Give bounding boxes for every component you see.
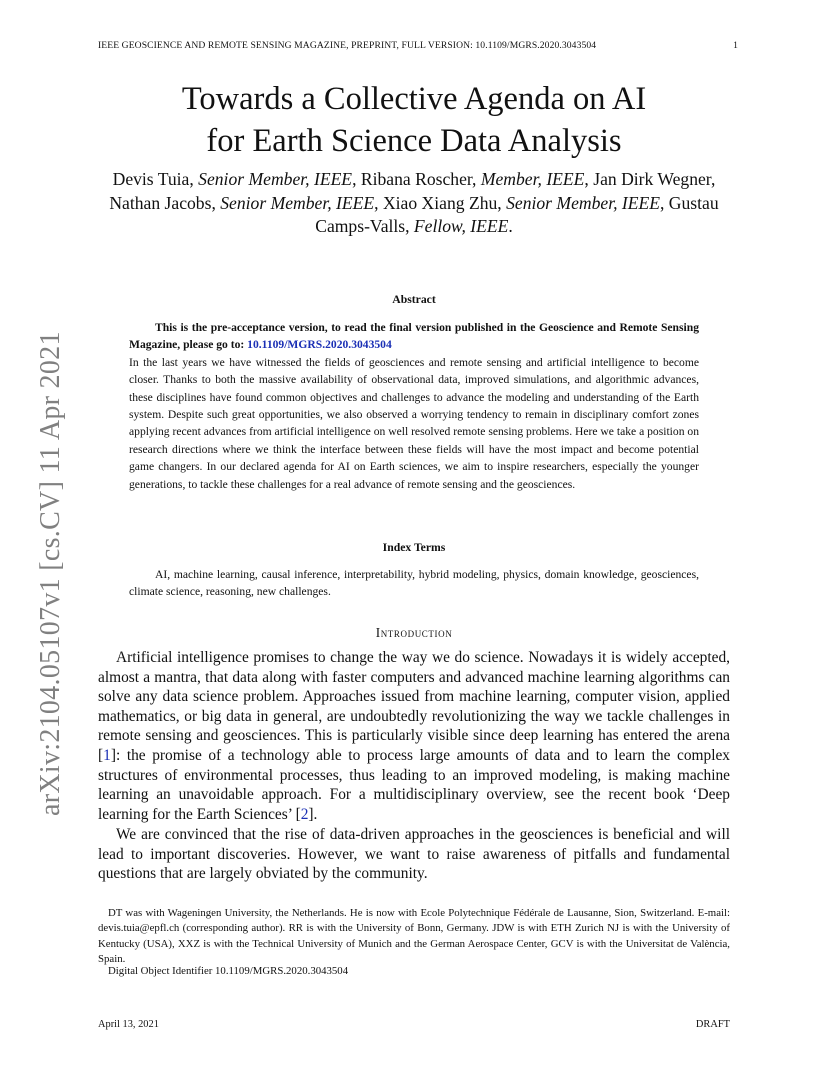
author-name: . xyxy=(508,216,513,236)
running-title: IEEE GEOSCIENCE AND REMOTE SENSING MAGAZINE, PREPRINT, FULL VERSION: 10.1109/MGRS.2020.3043504 xyxy=(98,40,597,51)
author-name: , Ribana Roscher, xyxy=(352,169,481,189)
paper-title xyxy=(60,78,768,162)
preprint-note: This is the pre-acceptance version, to read the final version published in the Geoscience and Remote Sensing Magazine, please go to: xyxy=(129,321,699,352)
section-heading-introduction: Introduction xyxy=(375,625,453,640)
author-name: , Jan Dirk Wegner, Nathan Jacobs, xyxy=(109,169,716,213)
paragraph-text: Artificial intelligence promises to change the way we do science. Nowadays it is widely accepted, almost a mantra, that data along with faster computers and advanced machine learning algorithms can solve any data science problem. Approaches issued from machine learning, computer vision, applied mathematics, or big data in general, are undoubtedly revolutionizing the way we tackle challenges in remote sensing and geosciences. This is particularly visible since deep learning has entered the arena [ xyxy=(98,649,730,764)
affiliation-footnote: DT was with Wageningen University, the Netherlands. He is now with Ecole Polytechnique Fédérale de Lausanne, Sion, Switzerland. E-mail: devis.tuia@epfl.ch (corresponding author). RR is with the University of Bonn, Germany. JDW is with ETH Zurich NJ is with the University of Kentucky (USA), XXZ is with the Technical University of Munich and the German Aerospace Center, GCV is with the Universitat de València, Spain. xyxy=(98,907,730,965)
arxiv-stamp: arXiv:2104.05107v1 [cs.CV] 11 Apr 2021 xyxy=(35,331,66,816)
author-role: Senior Member, IEEE xyxy=(506,192,660,213)
author-role: Senior Member, IEEE xyxy=(198,169,353,189)
author-name: Devis Tuia, xyxy=(112,169,199,189)
citation-link[interactable]: 2 xyxy=(300,805,309,823)
page-number: 1 xyxy=(733,40,738,51)
doi-link[interactable]: 10.1109/MGRS.2020.3043504 xyxy=(247,338,392,352)
author-role: Member, IEEE xyxy=(480,169,585,189)
title-line-2: for Earth Science Data Analysis xyxy=(206,123,622,159)
author-role: Fellow, IEEE xyxy=(413,216,509,236)
abstract-body xyxy=(129,319,699,493)
author-name: , Xiao Xiang Zhu, xyxy=(374,192,507,213)
footer-status: DRAFT xyxy=(695,1019,730,1030)
doi-footnote: Digital Object Identifier 10.1109/MGRS.2020.3043504 xyxy=(108,965,349,977)
citation-link[interactable]: 1 xyxy=(103,746,111,764)
intro-paragraph-2: We are convinced that the rise of data-driven approaches in the geosciences is beneficial and will lead to important discoveries. However, we want to raise awareness of pitfalls and fundamental questions that are largely obviated by the community. xyxy=(98,826,730,883)
abstract-text: In the last years we have witnessed the fields of geosciences and remote sensing and artificial intelligence to become closer. Thanks to both the massive availability of observational data, improved simulations, and algorithmic advances, these disciplines have found common objectives and challenges to advance the modeling and understanding of the Earth system. Despite such great opportunities, we also observed a worrying tendency to remain in disciplinary comfort zones applying recent advances from artificial intelligence on well resolved remote sensing problems. Here we take a position on research directions where we think the interface between these fields will have the most impact and become potential game changers. In our declared agenda for AI on Earth sciences, we aim to inspire researchers, especially the younger generations, to tackle these challenges for a real advance of remote sensing and the geosciences. xyxy=(129,355,699,491)
title-line-1: Towards a Collective Agenda on AI xyxy=(181,81,647,117)
author-role: Senior Member, IEEE xyxy=(220,192,375,213)
intro-paragraph-1 xyxy=(98,648,730,824)
paragraph-text: ]: the promise of a technology able to process large amounts of data and to learn the complex structures of environmental processes, thus leading to an improved modeling, is making machine learning an unavoidable approach. For a multidisciplinary overview, see the recent book ‘Deep learning for the Earth Sciences’ [ xyxy=(98,746,730,823)
paragraph-text: ]. xyxy=(308,805,318,823)
author-list xyxy=(100,168,728,239)
author-name: , Gustau Camps-Valls, xyxy=(315,192,719,236)
index-terms-heading: Index Terms xyxy=(382,541,446,554)
running-header xyxy=(98,40,738,51)
index-terms-text: AI, machine learning, causal inference, interpretability, hybrid modeling, physics, domain knowledge, geosciences, climate science, reasoning, new challenges. xyxy=(129,568,699,599)
footer-date: April 13, 2021 xyxy=(98,1019,159,1030)
abstract-heading: Abstract xyxy=(392,293,436,306)
